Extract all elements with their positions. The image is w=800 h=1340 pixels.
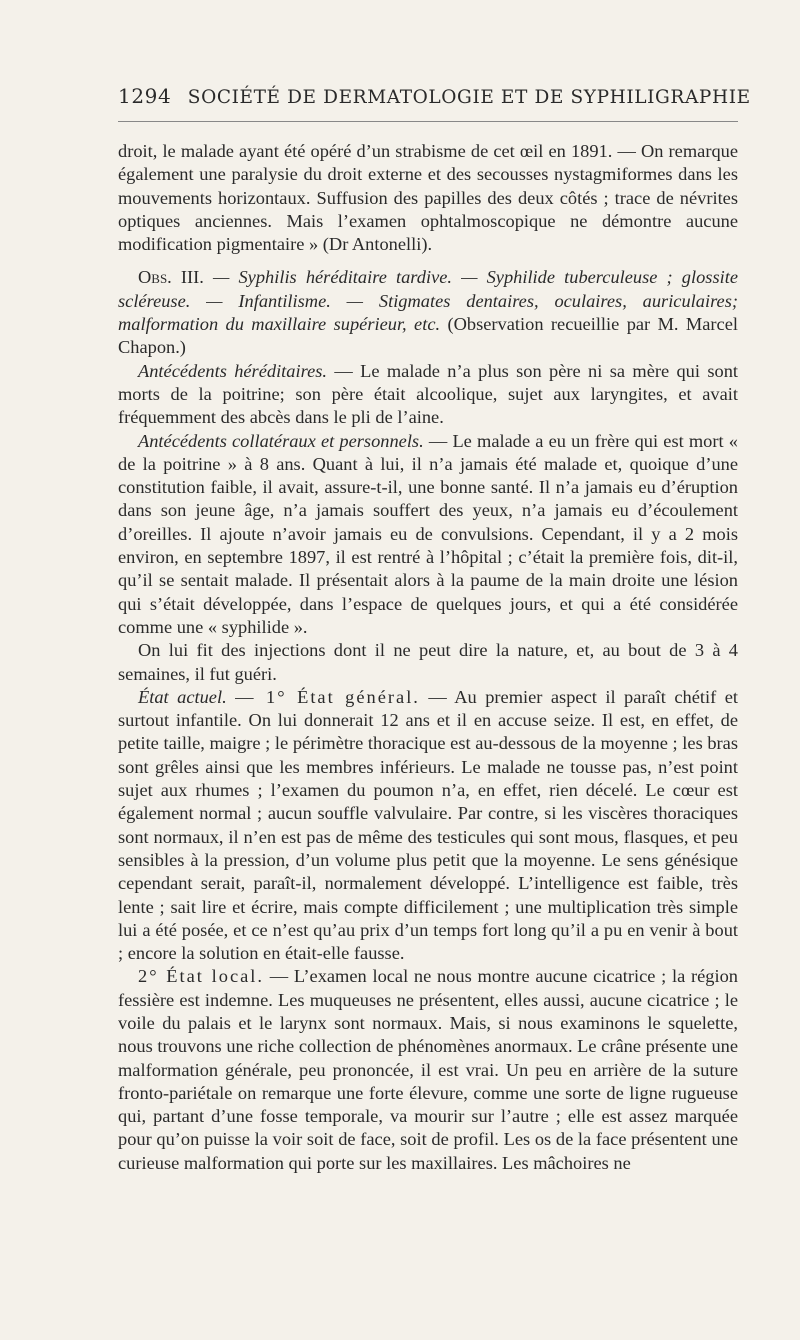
- observation-label: Obs. III.: [138, 267, 204, 288]
- collateral-text: — Le malade a eu un frère qui est mort « de la poitrine » à 8 ans. Quant à lui, il n’a jamais été malade et, quoique d’une constitution faible, il avait, assure-t-il, une bonne santé. Il n’a jamais eu d’éruption dans son jeune âge, n’a jamais souffert des yeux, n’a jamais eu d’écoulement d’oreilles. Il ajoute n’avoir jamais eu de convulsions. Cependant, il y a 2 mois environ, en septembre 1897, il est rentré à l’hôpital ; c’était la première fois, dit-il, qu’il se sentait malade. Il présentait alors à la paume de la main droite une lésion qui s’était développée, dans l’espace de quelques jours, et qui a été considérée comme une « syphilide ».: [118, 430, 738, 637]
- paragraph-etat-general: [118, 686, 738, 966]
- paragraph-collateral: [118, 430, 738, 640]
- etat-actuel-label: État actuel.: [138, 686, 227, 707]
- body-text: [118, 140, 738, 1175]
- paragraph-hereditary: [118, 360, 738, 430]
- running-header: [118, 84, 751, 108]
- paragraph-continuation: droit, le malade ayant été opéré d’un strabisme de cet œil en 1891. — On remarque également une paralysie du droit externe et des secousses nystagmiformes dans les mouvements horizontaux. Suffusion des papilles des deux côtés ; trace de névrites optiques anciennes. Mais l’examen ophtalmoscopique ne démontre aucune modification pigmentaire » (Dr Antonelli).: [118, 141, 738, 255]
- paragraph-injections: On lui fit des injections dont il ne peut dire la nature, et, au bout de 3 à 4 semaines, il fut guéri.: [118, 640, 738, 684]
- hereditary-label: Antécédents héréditaires.: [138, 360, 327, 381]
- etat-local-label: 2° État local.: [138, 966, 264, 987]
- observation-heading: [118, 266, 738, 359]
- collateral-label: Antécédents collatéraux et personnels.: [138, 430, 424, 451]
- hereditary-text: — Le malade n’a plus son père ni sa mère qui sont morts de la poitrine; son père était alcoolique, sujet aux laryngites, et avait fréquemment des abcès dans le pli de l’aine.: [118, 360, 739, 428]
- page-number: 1294: [118, 84, 172, 108]
- observation-title: — Syphilis héréditaire tardive. — Syphilide tuberculeuse ; glossite scléreuse. — Infantilisme. — Stigmates dentaires, oculaires, auriculaires; malformation du maxillaire supérieur, etc.: [118, 267, 738, 335]
- etat-general-text: — Au premier aspect il paraît chétif et surtout infantile. On lui donnerait 12 ans et il en accuse seize. Il est, en effet, de petite taille, maigre ; le périmètre thoracique est au-dessous de la moyenne ; les bras sont grêles ainsi que les membres inférieurs. Le malade ne tousse pas, n’est point sujet aux rhumes ; l’examen du poumon n’a, en effet, rien décelé. Le cœur est également normal ; aucun souffle valvulaire. Par contre, si les viscères thoraciques sont normaux, il n’en est pas de même des testicules qui sont mous, flasques, et peu sensibles à la pression, d’un volume plus petit que la moyenne. Le sens génésique cependant serait, paraît-il, normalement développé. L’intelligence est faible, très lente ; sait lire et écrire, mais compte difficilement ; une multiplication très simple lui a été posée, et ce n’est qu’au prix d’un temps fort long qu’il a pu en venir à bout ; encore la solution en était-elle fausse.: [118, 686, 739, 964]
- paragraph-etat-local: [118, 965, 738, 1175]
- observation-source: (Observation recueillie par M. Marcel Chapon.): [118, 314, 738, 358]
- running-title: SOCIÉTÉ DE DERMATOLOGIE ET DE SYPHILIGRAPHIE: [187, 87, 751, 108]
- etat-local-text: — L’examen local ne nous montre aucune cicatrice ; la région fessière est indemne. Les muqueuses ne présentent, elles aussi, aucune cicatrice ; le voile du palais et le larynx sont normaux. Mais, si nous examinons le squelette, nous trouvons une riche collection de phénomènes anormaux. Le crâne présente une malformation générale, peu prononcée, il est vrai. Un peu en arrière de la suture fronto-pariétale on remarque une forte élevure, comme une sorte de ligne rugueuse qui, partant d’une fosse temporale, va mourir sur l’autre ; elle est assez marquée pour qu’on puisse la voir soit de face, soit de profil. Les os de la face présentent une curieuse malformation qui porte sur les maxillaires. Les mâchoires ne: [118, 966, 738, 1173]
- etat-general-label: — 1° État général.: [235, 686, 420, 707]
- header-rule: [118, 121, 738, 122]
